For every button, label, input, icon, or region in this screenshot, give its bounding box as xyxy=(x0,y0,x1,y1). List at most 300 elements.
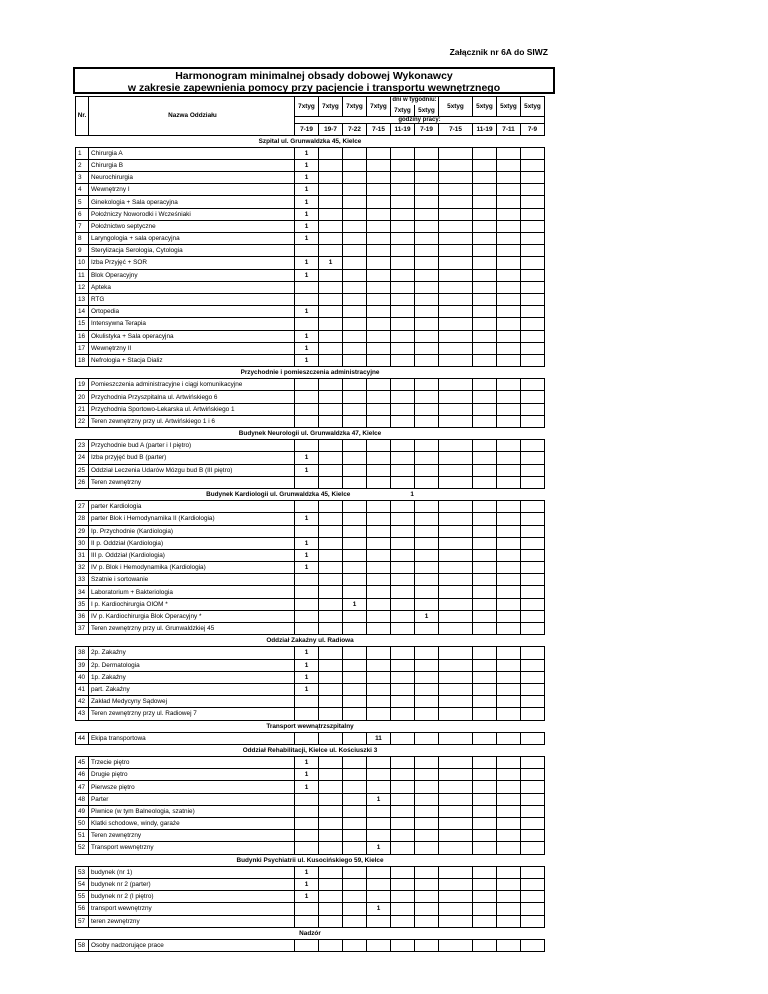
row-value-cell xyxy=(343,403,367,415)
row-value-cell xyxy=(415,440,439,452)
row-value-cell xyxy=(391,915,415,927)
row-nr: 9 xyxy=(76,245,89,257)
row-value-cell xyxy=(343,440,367,452)
section-title-text: Nadzór xyxy=(299,929,321,937)
row-value-cell xyxy=(521,610,545,622)
row-value-cell xyxy=(439,501,473,513)
table-row xyxy=(76,464,545,476)
row-value-cell: 1 xyxy=(343,598,367,610)
row-value-cell xyxy=(295,830,319,842)
row-value-cell xyxy=(439,208,473,220)
row-value-cell xyxy=(391,878,415,890)
row-value-cell xyxy=(343,939,367,951)
row-value-cell xyxy=(497,208,521,220)
row-value-cell xyxy=(473,696,497,708)
row-name: Chirurgia A xyxy=(89,147,295,159)
row-value-cell xyxy=(391,562,415,574)
row-value-cell xyxy=(473,257,497,269)
row-value-cell xyxy=(473,830,497,842)
table-row xyxy=(76,866,545,878)
row-nr: 28 xyxy=(76,513,89,525)
row-value-cell: 11 xyxy=(367,732,391,744)
section-title xyxy=(76,488,545,500)
row-value-cell xyxy=(521,818,545,830)
row-value-cell xyxy=(497,330,521,342)
document-title xyxy=(73,67,555,94)
row-value-cell xyxy=(343,781,367,793)
row-value-cell xyxy=(343,293,367,305)
row-value-cell xyxy=(521,781,545,793)
header-hour: 7-19 xyxy=(295,123,319,135)
row-nr: 6 xyxy=(76,208,89,220)
row-value-cell xyxy=(521,318,545,330)
row-nr: 12 xyxy=(76,281,89,293)
row-value-cell xyxy=(343,379,367,391)
row-value-cell xyxy=(319,379,343,391)
row-value-cell xyxy=(415,586,439,598)
row-value-cell xyxy=(439,549,473,561)
header-hour: 11-19 xyxy=(391,123,415,135)
row-value-cell xyxy=(473,269,497,281)
row-value-cell xyxy=(473,476,497,488)
row-value-cell xyxy=(415,342,439,354)
row-value-cell xyxy=(439,245,473,257)
row-value-cell xyxy=(391,476,415,488)
row-value-cell xyxy=(295,379,319,391)
row-nr: 51 xyxy=(76,830,89,842)
row-value-cell xyxy=(415,537,439,549)
row-name: Drugie piętro xyxy=(89,769,295,781)
row-value-cell xyxy=(367,513,391,525)
table-row xyxy=(76,708,545,720)
row-value-cell xyxy=(367,562,391,574)
row-value-cell xyxy=(497,818,521,830)
row-value-cell xyxy=(521,391,545,403)
row-value-cell xyxy=(497,769,521,781)
row-value-cell xyxy=(497,574,521,586)
section-header-row xyxy=(76,744,545,756)
row-value-cell xyxy=(391,293,415,305)
table-row xyxy=(76,525,545,537)
row-value-cell: 1 xyxy=(295,757,319,769)
row-value-cell xyxy=(367,696,391,708)
row-name: Oddział Leczenia Udarów Mózgu bud B (III piętro) xyxy=(89,464,295,476)
row-value-cell xyxy=(497,415,521,427)
row-value-cell xyxy=(319,318,343,330)
header-day: 7xtyg xyxy=(343,97,367,117)
row-value-cell xyxy=(319,306,343,318)
header-day: 7xtyg xyxy=(319,97,343,117)
row-name: I p. Kardiochirurgia OIOM * xyxy=(89,598,295,610)
row-value-cell xyxy=(367,537,391,549)
table-row xyxy=(76,793,545,805)
row-value-cell xyxy=(343,818,367,830)
row-value-cell xyxy=(521,245,545,257)
row-value-cell xyxy=(521,793,545,805)
row-value-cell xyxy=(415,939,439,951)
row-name: Szatnie i sortowanie xyxy=(89,574,295,586)
row-value-cell xyxy=(319,574,343,586)
row-nr: 56 xyxy=(76,903,89,915)
row-value-cell xyxy=(497,671,521,683)
row-name: Parter xyxy=(89,793,295,805)
row-value-cell xyxy=(473,805,497,817)
row-value-cell xyxy=(367,330,391,342)
row-value-cell xyxy=(391,769,415,781)
row-value-cell xyxy=(319,683,343,695)
section-header-row xyxy=(76,854,545,866)
row-value-cell xyxy=(439,354,473,366)
row-value-cell: 1 xyxy=(295,683,319,695)
row-value-cell xyxy=(521,939,545,951)
row-value-cell xyxy=(391,598,415,610)
row-value-cell xyxy=(367,196,391,208)
row-value-cell xyxy=(439,318,473,330)
row-value-cell xyxy=(521,903,545,915)
row-value-cell xyxy=(415,306,439,318)
row-value-cell xyxy=(497,318,521,330)
row-value-cell xyxy=(497,257,521,269)
row-value-cell: 1 xyxy=(367,842,391,854)
section-title xyxy=(76,428,545,440)
header-day: 5xtyg xyxy=(497,97,521,117)
row-value-cell xyxy=(367,549,391,561)
row-value-cell xyxy=(319,501,343,513)
row-value-cell xyxy=(415,293,439,305)
row-value-cell xyxy=(521,647,545,659)
row-nr: 53 xyxy=(76,866,89,878)
row-value-cell xyxy=(391,525,415,537)
row-value-cell xyxy=(391,159,415,171)
row-name: Nefrologia + Stacja Dializ xyxy=(89,354,295,366)
row-value-cell xyxy=(319,769,343,781)
row-name: 2p. Dermatologia xyxy=(89,659,295,671)
row-name: budynek nr 2 (parter) xyxy=(89,878,295,890)
row-value-cell: 1 xyxy=(295,513,319,525)
row-value-cell xyxy=(343,805,367,817)
row-value-cell xyxy=(343,878,367,890)
row-value-cell: 1 xyxy=(295,184,319,196)
table-row xyxy=(76,769,545,781)
row-value-cell xyxy=(439,866,473,878)
row-value-cell xyxy=(521,415,545,427)
row-value-cell xyxy=(415,562,439,574)
row-value-cell xyxy=(497,184,521,196)
table-row xyxy=(76,623,545,635)
table-row xyxy=(76,598,545,610)
section-title xyxy=(76,635,545,647)
row-value-cell xyxy=(295,391,319,403)
row-value-cell xyxy=(319,878,343,890)
row-value-cell xyxy=(295,915,319,927)
section-title-text: Budynki Psychiatrii ul. Kusocińskiego 59, Kielce xyxy=(236,856,384,864)
row-nr: 30 xyxy=(76,537,89,549)
row-value-cell xyxy=(319,671,343,683)
row-name: Intensywna Terapia xyxy=(89,318,295,330)
row-value-cell xyxy=(521,342,545,354)
row-name: IV p. Blok i Hemodynamika (Kardiologia) xyxy=(89,562,295,574)
table-row xyxy=(76,159,545,171)
row-value-cell xyxy=(497,781,521,793)
row-value-cell: 1 xyxy=(295,208,319,220)
row-value-cell xyxy=(391,647,415,659)
row-name: Laboratorium + Bakteriologia xyxy=(89,586,295,598)
row-value-cell xyxy=(473,842,497,854)
section-header-row xyxy=(76,927,545,939)
row-value-cell xyxy=(391,513,415,525)
row-value-cell xyxy=(473,915,497,927)
row-value-cell xyxy=(295,476,319,488)
row-value-cell xyxy=(473,415,497,427)
row-value-cell xyxy=(343,342,367,354)
row-value-cell: 1 xyxy=(367,793,391,805)
row-name: III p. Oddział (Kardiologia) xyxy=(89,549,295,561)
row-value-cell xyxy=(473,610,497,622)
row-value-cell xyxy=(497,891,521,903)
row-nr: 7 xyxy=(76,220,89,232)
row-value-cell xyxy=(415,891,439,903)
header-day: 5xtyg xyxy=(439,97,473,117)
row-value-cell xyxy=(343,647,367,659)
row-value-cell xyxy=(439,464,473,476)
row-value-cell: 1 xyxy=(295,220,319,232)
row-value-cell xyxy=(367,598,391,610)
row-value-cell xyxy=(497,342,521,354)
row-nr: 39 xyxy=(76,659,89,671)
row-nr: 54 xyxy=(76,878,89,890)
row-value-cell xyxy=(391,245,415,257)
table-row xyxy=(76,574,545,586)
row-value-cell xyxy=(343,659,367,671)
table-row xyxy=(76,245,545,257)
row-value-cell xyxy=(367,671,391,683)
row-value-cell xyxy=(391,696,415,708)
row-value-cell: 1 xyxy=(295,306,319,318)
row-value-cell xyxy=(473,903,497,915)
table-row xyxy=(76,586,545,598)
row-value-cell xyxy=(319,172,343,184)
row-value-cell xyxy=(473,683,497,695)
row-name: II p. Oddział (Kardiologia) xyxy=(89,537,295,549)
section-header-row xyxy=(76,635,545,647)
row-value-cell xyxy=(391,501,415,513)
row-value-cell xyxy=(367,318,391,330)
row-value-cell: 1 xyxy=(295,159,319,171)
row-value-cell xyxy=(343,245,367,257)
header-hour: 19-7 xyxy=(319,123,343,135)
row-value-cell xyxy=(439,891,473,903)
row-value-cell: 1 xyxy=(295,452,319,464)
row-value-cell xyxy=(473,793,497,805)
row-value-cell xyxy=(473,342,497,354)
row-value-cell xyxy=(521,623,545,635)
row-name: Zakład Medycyny Sądowej xyxy=(89,696,295,708)
row-name: Izba przyjęć bud B (parter) xyxy=(89,452,295,464)
row-value-cell xyxy=(367,525,391,537)
row-name: parter Blok i Hemodynamika II (Kardiologia) xyxy=(89,513,295,525)
row-value-cell xyxy=(391,281,415,293)
row-value-cell xyxy=(439,671,473,683)
row-value-cell xyxy=(295,696,319,708)
row-value-cell xyxy=(521,476,545,488)
row-value-cell xyxy=(367,939,391,951)
row-value-cell xyxy=(439,781,473,793)
row-value-cell xyxy=(439,732,473,744)
row-name: budynek nr 2 (I piętro) xyxy=(89,891,295,903)
table-row xyxy=(76,647,545,659)
section-title-text: Budynek Neurologii ul. Grunwaldzka 47, Kielce xyxy=(238,430,382,438)
row-value-cell xyxy=(497,245,521,257)
row-nr: 18 xyxy=(76,354,89,366)
row-value-cell xyxy=(497,878,521,890)
row-value-cell xyxy=(473,403,497,415)
row-nr: 25 xyxy=(76,464,89,476)
row-value-cell xyxy=(415,318,439,330)
row-value-cell xyxy=(295,818,319,830)
row-value-cell xyxy=(343,830,367,842)
row-value-cell xyxy=(391,903,415,915)
row-value-cell xyxy=(473,732,497,744)
row-value-cell xyxy=(319,915,343,927)
row-name: Laryngologia + sala operacyjna xyxy=(89,233,295,245)
table-row xyxy=(76,318,545,330)
row-value-cell xyxy=(439,147,473,159)
row-value-cell xyxy=(497,866,521,878)
row-value-cell xyxy=(319,647,343,659)
row-value-cell xyxy=(415,501,439,513)
row-value-cell xyxy=(319,537,343,549)
row-value-cell xyxy=(521,172,545,184)
table-row xyxy=(76,269,545,281)
row-value-cell xyxy=(343,696,367,708)
row-value-cell: 1 xyxy=(295,330,319,342)
row-value-cell xyxy=(521,306,545,318)
row-value-cell xyxy=(367,342,391,354)
row-value-cell xyxy=(343,391,367,403)
row-value-cell xyxy=(439,647,473,659)
row-value-cell xyxy=(415,903,439,915)
row-name: transport wewnętrzny xyxy=(89,903,295,915)
row-nr: 36 xyxy=(76,610,89,622)
row-value-cell xyxy=(439,586,473,598)
row-nr: 23 xyxy=(76,440,89,452)
row-value-cell xyxy=(473,598,497,610)
row-value-cell: 1 xyxy=(295,781,319,793)
row-value-cell xyxy=(319,830,343,842)
row-value-cell xyxy=(415,525,439,537)
row-value-cell xyxy=(295,525,319,537)
row-value-cell xyxy=(439,903,473,915)
row-value-cell xyxy=(415,159,439,171)
table-row xyxy=(76,671,545,683)
row-value-cell xyxy=(343,769,367,781)
header-days-label-row xyxy=(76,97,545,105)
row-name: Trzecie piętro xyxy=(89,757,295,769)
row-name: Teren zewnętrzny przy ul. Artwińskiego 1 i 6 xyxy=(89,415,295,427)
table-row xyxy=(76,878,545,890)
row-value-cell xyxy=(415,598,439,610)
row-value-cell xyxy=(391,342,415,354)
row-value-cell xyxy=(473,501,497,513)
row-value-cell xyxy=(497,293,521,305)
row-value-cell xyxy=(521,159,545,171)
row-value-cell: 1 xyxy=(295,233,319,245)
row-value-cell xyxy=(319,757,343,769)
row-value-cell xyxy=(497,696,521,708)
row-value-cell xyxy=(439,610,473,622)
section-header-row xyxy=(76,367,545,379)
header-hour: 7-22 xyxy=(343,123,367,135)
row-value-cell xyxy=(391,257,415,269)
row-value-cell xyxy=(295,293,319,305)
row-value-cell: 1 xyxy=(295,769,319,781)
header-hour: 7-15 xyxy=(367,123,391,135)
row-value-cell xyxy=(439,793,473,805)
row-value-cell xyxy=(391,549,415,561)
row-nr: 52 xyxy=(76,842,89,854)
row-value-cell: 1 xyxy=(319,257,343,269)
row-value-cell xyxy=(343,354,367,366)
row-value-cell xyxy=(391,830,415,842)
row-value-cell xyxy=(343,903,367,915)
row-value-cell xyxy=(319,708,343,720)
section-header-row xyxy=(76,488,545,500)
row-nr: 26 xyxy=(76,476,89,488)
row-value-cell xyxy=(319,903,343,915)
row-value-cell xyxy=(439,562,473,574)
row-value-cell xyxy=(319,866,343,878)
row-value-cell xyxy=(521,574,545,586)
row-name: Transport wewnętrzny xyxy=(89,842,295,854)
table-row xyxy=(76,537,545,549)
row-value-cell xyxy=(521,671,545,683)
annex-label: Załącznik nr 6A do SIWZ xyxy=(449,47,548,57)
row-value-cell xyxy=(295,805,319,817)
row-value-cell xyxy=(439,769,473,781)
table-row xyxy=(76,476,545,488)
row-value-cell xyxy=(439,342,473,354)
row-nr: 16 xyxy=(76,330,89,342)
row-name: Apteka xyxy=(89,281,295,293)
row-nr: 31 xyxy=(76,549,89,561)
section-title-text: Oddział Rehabilitacji, Kielce ul. Kościuszki 3 xyxy=(242,746,378,754)
row-value-cell xyxy=(497,306,521,318)
row-value-cell xyxy=(415,683,439,695)
row-value-cell: 1 xyxy=(295,257,319,269)
row-name: Przychodnia Sportowo-Lekarska ul. Artwińskiego 1 xyxy=(89,403,295,415)
row-name: Klatki schodowe, windy, garaże xyxy=(89,818,295,830)
header-hour: 7-19 xyxy=(415,123,439,135)
title-line-1: Harmonogram minimalnej obsady dobowej Wykonawcy xyxy=(175,70,453,82)
row-value-cell xyxy=(473,354,497,366)
table-row xyxy=(76,330,545,342)
table-row xyxy=(76,830,545,842)
row-value-cell xyxy=(521,805,545,817)
row-value-cell xyxy=(473,574,497,586)
section-header-row xyxy=(76,135,545,147)
row-value-cell xyxy=(343,793,367,805)
row-value-cell xyxy=(295,415,319,427)
row-value-cell xyxy=(391,671,415,683)
row-name: IV p. Kardiochirurgia Blok Operacyjny * xyxy=(89,610,295,622)
row-value-cell xyxy=(319,208,343,220)
row-nr: 4 xyxy=(76,184,89,196)
row-value-cell xyxy=(367,147,391,159)
row-value-cell xyxy=(497,903,521,915)
row-value-cell xyxy=(319,696,343,708)
table-row xyxy=(76,903,545,915)
row-value-cell xyxy=(415,452,439,464)
